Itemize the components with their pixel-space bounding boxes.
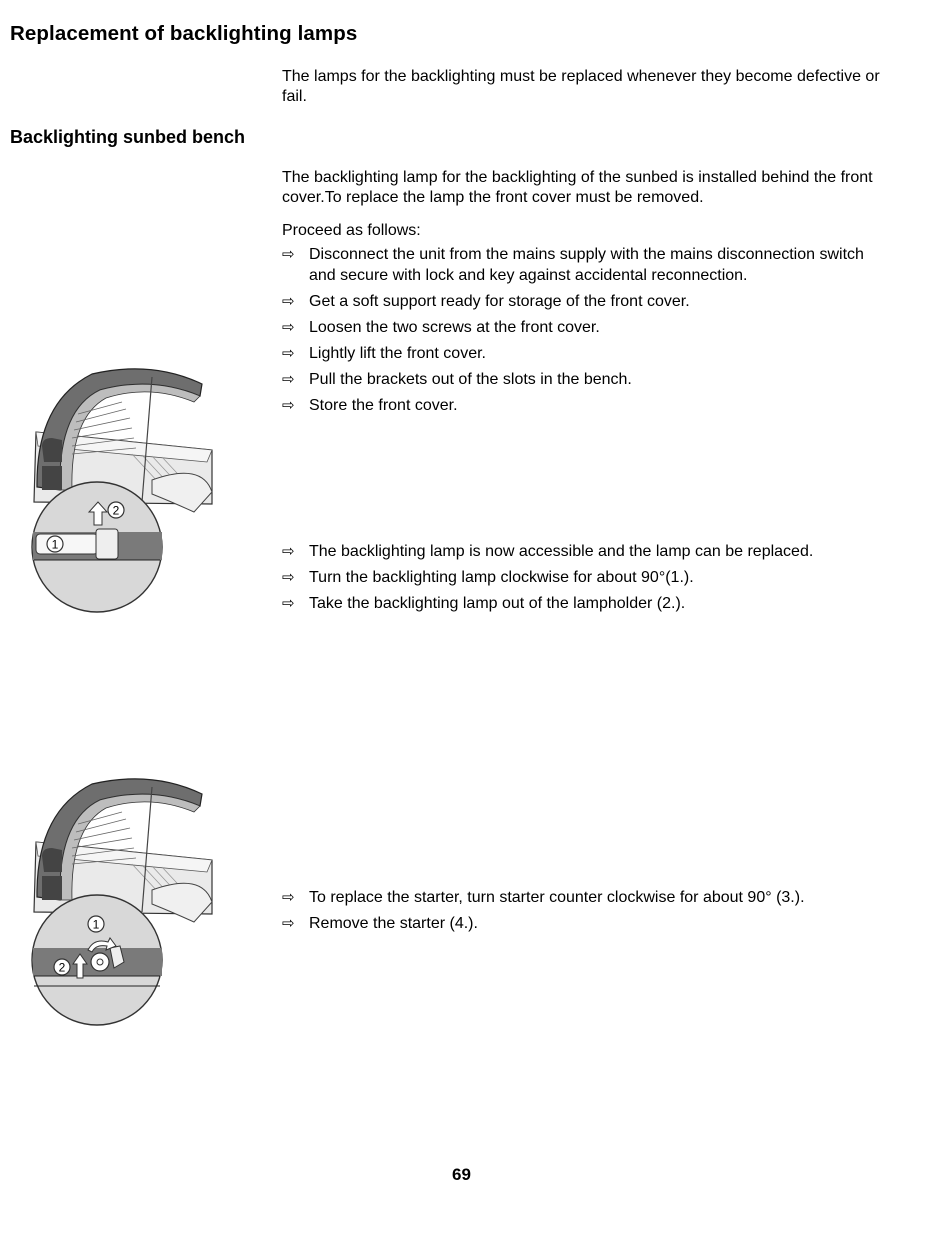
list-item xyxy=(282,542,892,563)
arrow-right-outline-icon: ⇨ xyxy=(282,344,295,362)
arrow-right-outline-icon: ⇨ xyxy=(282,889,295,906)
step-text: To replace the starter, turn starter counter clockwise for about 90° (3.). xyxy=(309,889,805,906)
step-text: Lightly lift the front cover. xyxy=(309,344,486,362)
arrow-right-outline-icon: ⇨ xyxy=(282,370,295,388)
section-title: Backlighting sunbed bench xyxy=(10,127,246,147)
section-intro-paragraph: The backlighting lamp for the backlighting of the sunbed is installed behind the front cover.To replace the lamp the front cover must be removed. xyxy=(282,169,873,206)
arrow-right-outline-icon: ⇨ xyxy=(282,915,295,932)
arrow-right-outline-icon: ⇨ xyxy=(282,318,295,336)
callout-2-label: 2 xyxy=(112,503,120,518)
page-number: 69 xyxy=(452,1165,471,1184)
callout-1-label: 1 xyxy=(51,537,59,552)
list-item xyxy=(282,370,892,391)
list-item xyxy=(282,344,892,365)
step-text: Take the backlighting lamp out of the lampholder (2.). xyxy=(309,595,686,612)
proceed-label: Proceed as follows: xyxy=(282,222,421,239)
arrow-right-outline-icon: ⇨ xyxy=(282,246,295,263)
step-text: Loosen the two screws at the front cover. xyxy=(309,318,600,336)
sunbed-starter-illustration xyxy=(22,772,222,1030)
step-text: The backlighting lamp is now accessible and the lamp can be replaced. xyxy=(309,543,814,560)
steps-list-front-cover xyxy=(282,245,892,422)
step-text: Turn the backlighting lamp clockwise for about 90°(1.). xyxy=(309,569,694,586)
steps-list-lamp xyxy=(282,542,892,620)
list-item xyxy=(282,888,892,909)
page-title: Replacement of backlighting lamps xyxy=(10,22,358,45)
callout-2-label: 2 xyxy=(58,960,66,975)
arrow-right-outline-icon: ⇨ xyxy=(282,396,295,414)
step-text: Get a soft support ready for storage of the front cover. xyxy=(309,292,690,310)
list-item xyxy=(282,914,892,935)
arrow-right-outline-icon: ⇨ xyxy=(282,595,295,612)
sunbed-lamp-illustration xyxy=(22,362,222,617)
arrow-right-outline-icon: ⇨ xyxy=(282,569,295,586)
list-item xyxy=(282,568,892,589)
step-text: Pull the brackets out of the slots in the bench. xyxy=(309,370,632,388)
list-item xyxy=(282,292,892,313)
list-item xyxy=(282,245,892,286)
step-text: Disconnect the unit from the mains supply with the mains disconnection switch and secure with lock and key against accidental reconnection. xyxy=(309,246,864,284)
arrow-right-outline-icon: ⇨ xyxy=(282,292,295,310)
list-item xyxy=(282,396,892,417)
step-text: Remove the starter (4.). xyxy=(309,915,478,932)
arrow-right-outline-icon: ⇨ xyxy=(282,543,295,560)
list-item xyxy=(282,594,892,615)
callout-1-label: 1 xyxy=(92,917,100,932)
list-item xyxy=(282,318,892,339)
steps-list-starter xyxy=(282,888,892,940)
step-text: Store the front cover. xyxy=(309,396,458,414)
intro-paragraph: The lamps for the backlighting must be replaced whenever they become defective or fail. xyxy=(282,68,880,105)
